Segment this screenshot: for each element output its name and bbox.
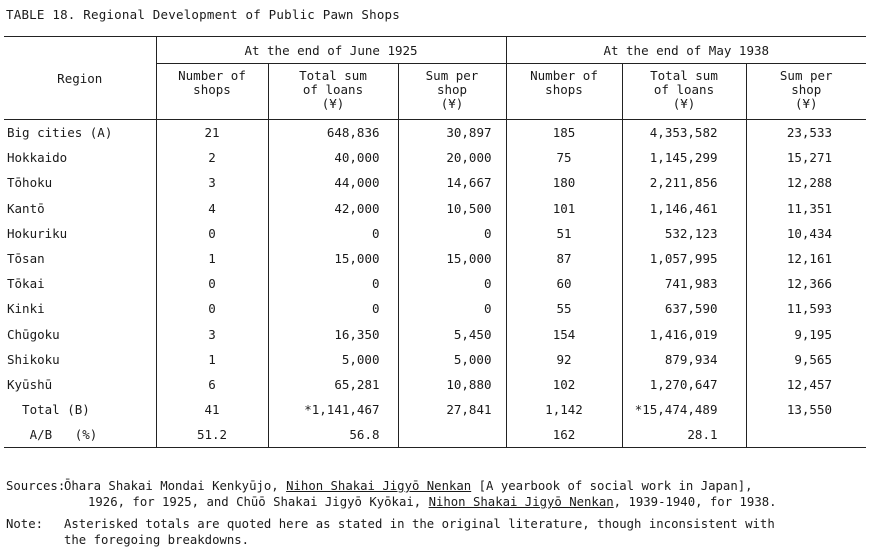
table-row — [4, 196, 866, 221]
value-cell: 879,934 — [622, 347, 746, 372]
value-cell: 101 — [506, 196, 622, 221]
region-cell: Tōhoku — [7, 175, 53, 191]
group-header-1925: At the end of June 1925 — [156, 37, 506, 64]
value-cell: 15,000 — [398, 246, 506, 271]
value-cell: 3 — [156, 170, 268, 195]
region-cell: A/B (%) — [4, 422, 156, 448]
value-cell: 0 — [398, 296, 506, 321]
value-cell: 10,500 — [398, 196, 506, 221]
pawn-shop-table — [4, 36, 866, 448]
value-cell: 1,057,995 — [622, 246, 746, 271]
value-cell: 6 — [156, 372, 268, 397]
region-cell: Kantō — [7, 200, 45, 216]
value-cell: *1,141,467 — [268, 397, 398, 422]
value-cell: 9,195 — [746, 322, 866, 347]
value-cell: 102 — [506, 372, 622, 397]
value-cell: 23,533 — [746, 120, 866, 146]
value-cell: 532,123 — [622, 221, 746, 246]
value-cell: 1,270,647 — [622, 372, 746, 397]
value-cell: 1,146,461 — [622, 196, 746, 221]
value-cell: 185 — [506, 120, 622, 146]
value-cell: 56.8 — [268, 422, 398, 448]
value-cell: 0 — [398, 271, 506, 296]
value-cell: 154 — [506, 322, 622, 347]
value-cell: 3 — [156, 322, 268, 347]
value-cell: 1 — [156, 347, 268, 372]
value-cell: 637,590 — [622, 296, 746, 321]
value-cell: 13,550 — [746, 397, 866, 422]
region-cell: Tōkai — [7, 276, 45, 292]
value-cell — [746, 422, 866, 448]
value-cell: 42,000 — [268, 196, 398, 221]
value-cell: 65,281 — [268, 372, 398, 397]
value-cell: 15,271 — [746, 145, 866, 170]
value-cell: 1,142 — [506, 397, 622, 422]
value-cell: 41 — [156, 397, 268, 422]
value-cell: 15,000 — [268, 246, 398, 271]
region-cell: Chūgoku — [7, 326, 60, 342]
sources-note: Sources: Ōhara Shakai Mondai Kenkyūjo, Nihon Shakai Jigyō Nenkan [A yearbook of social work in Japan], 1926, for 1925, and Chūō Shakai Jigyō Kyōkai, Nihon Shakai Jigyō Nenkan, 1939-1940, for 1938. — [6, 479, 777, 509]
value-cell: 180 — [506, 170, 622, 195]
asterisk-note: Note: Asterisked totals are quoted here as stated in the original literature, though inconsistent with the foregoing breakdowns. — [6, 517, 775, 547]
value-cell: 14,667 — [398, 170, 506, 195]
value-cell: 741,983 — [622, 271, 746, 296]
value-cell: 2,211,856 — [622, 170, 746, 195]
region-cell: Hokuriku — [7, 225, 68, 241]
value-cell: 1,416,019 — [622, 322, 746, 347]
value-cell: 20,000 — [398, 145, 506, 170]
value-cell: 5,000 — [398, 347, 506, 372]
value-cell: 55 — [506, 296, 622, 321]
group-header-1938: At the end of May 1938 — [506, 37, 866, 64]
value-cell: 92 — [506, 347, 622, 372]
table-row — [4, 372, 866, 397]
value-cell: 162 — [506, 422, 622, 448]
table-row — [4, 246, 866, 271]
table-row — [4, 422, 866, 448]
value-cell: 0 — [398, 221, 506, 246]
value-cell: 27,841 — [398, 397, 506, 422]
value-cell: 75 — [506, 145, 622, 170]
table-row — [4, 120, 866, 146]
region-cell: Hokkaido — [7, 150, 68, 166]
value-cell: 1,145,299 — [622, 145, 746, 170]
col-header: Total sum of loans (¥) — [622, 64, 746, 120]
value-cell: 4,353,582 — [622, 120, 746, 146]
table-row — [4, 145, 866, 170]
value-cell: 4 — [156, 196, 268, 221]
value-cell: 21 — [156, 120, 268, 146]
value-cell: 9,565 — [746, 347, 866, 372]
value-cell: 10,880 — [398, 372, 506, 397]
table-row — [4, 170, 866, 195]
value-cell: 5,000 — [268, 347, 398, 372]
value-cell: 44,000 — [268, 170, 398, 195]
value-cell — [398, 422, 506, 448]
region-cell: Big cities (A) — [4, 120, 156, 146]
value-cell: 16,350 — [268, 322, 398, 347]
value-cell: 12,366 — [746, 271, 866, 296]
value-cell: 51 — [506, 221, 622, 246]
table-row — [4, 271, 866, 296]
col-header: Sum per shop (¥) — [746, 64, 866, 120]
value-cell: 648,836 — [268, 120, 398, 146]
col-header: Number of shops — [156, 64, 268, 120]
value-cell: 0 — [268, 221, 398, 246]
table-row — [4, 347, 866, 372]
table-title: TABLE 18. Regional Development of Public Pawn Shops — [6, 7, 401, 22]
value-cell: 12,161 — [746, 246, 866, 271]
value-cell: 1 — [156, 246, 268, 271]
value-cell: 40,000 — [268, 145, 398, 170]
value-cell: 0 — [268, 296, 398, 321]
value-cell: 28.1 — [622, 422, 746, 448]
value-cell: 12,288 — [746, 170, 866, 195]
value-cell: 11,593 — [746, 296, 866, 321]
region-cell: Shikoku — [7, 351, 60, 367]
value-cell: 12,457 — [746, 372, 866, 397]
value-cell: 11,351 — [746, 196, 866, 221]
value-cell: 2 — [156, 145, 268, 170]
table-row — [4, 397, 866, 422]
region-cell: Kyūshū — [7, 376, 53, 392]
col-header: Number of shops — [506, 64, 622, 120]
table-row — [4, 322, 866, 347]
value-cell: 5,450 — [398, 322, 506, 347]
value-cell: 60 — [506, 271, 622, 296]
footnotes — [6, 478, 866, 548]
value-cell: 10,434 — [746, 221, 866, 246]
value-cell: *15,474,489 — [622, 397, 746, 422]
value-cell: 0 — [156, 221, 268, 246]
value-cell: 51.2 — [156, 422, 268, 448]
col-header: Total sum of loans (¥) — [268, 64, 398, 120]
value-cell: 0 — [268, 271, 398, 296]
value-cell: 30,897 — [398, 120, 506, 146]
col-header: Sum per shop (¥) — [398, 64, 506, 120]
region-cell: Kinki — [7, 301, 45, 317]
region-cell: Total (B) — [7, 402, 90, 418]
table-row — [4, 296, 866, 321]
value-cell: 87 — [506, 246, 622, 271]
region-header: Region — [4, 37, 156, 120]
table-row — [4, 221, 866, 246]
region-cell: Tōsan — [7, 251, 45, 267]
value-cell: 0 — [156, 296, 268, 321]
value-cell: 0 — [156, 271, 268, 296]
